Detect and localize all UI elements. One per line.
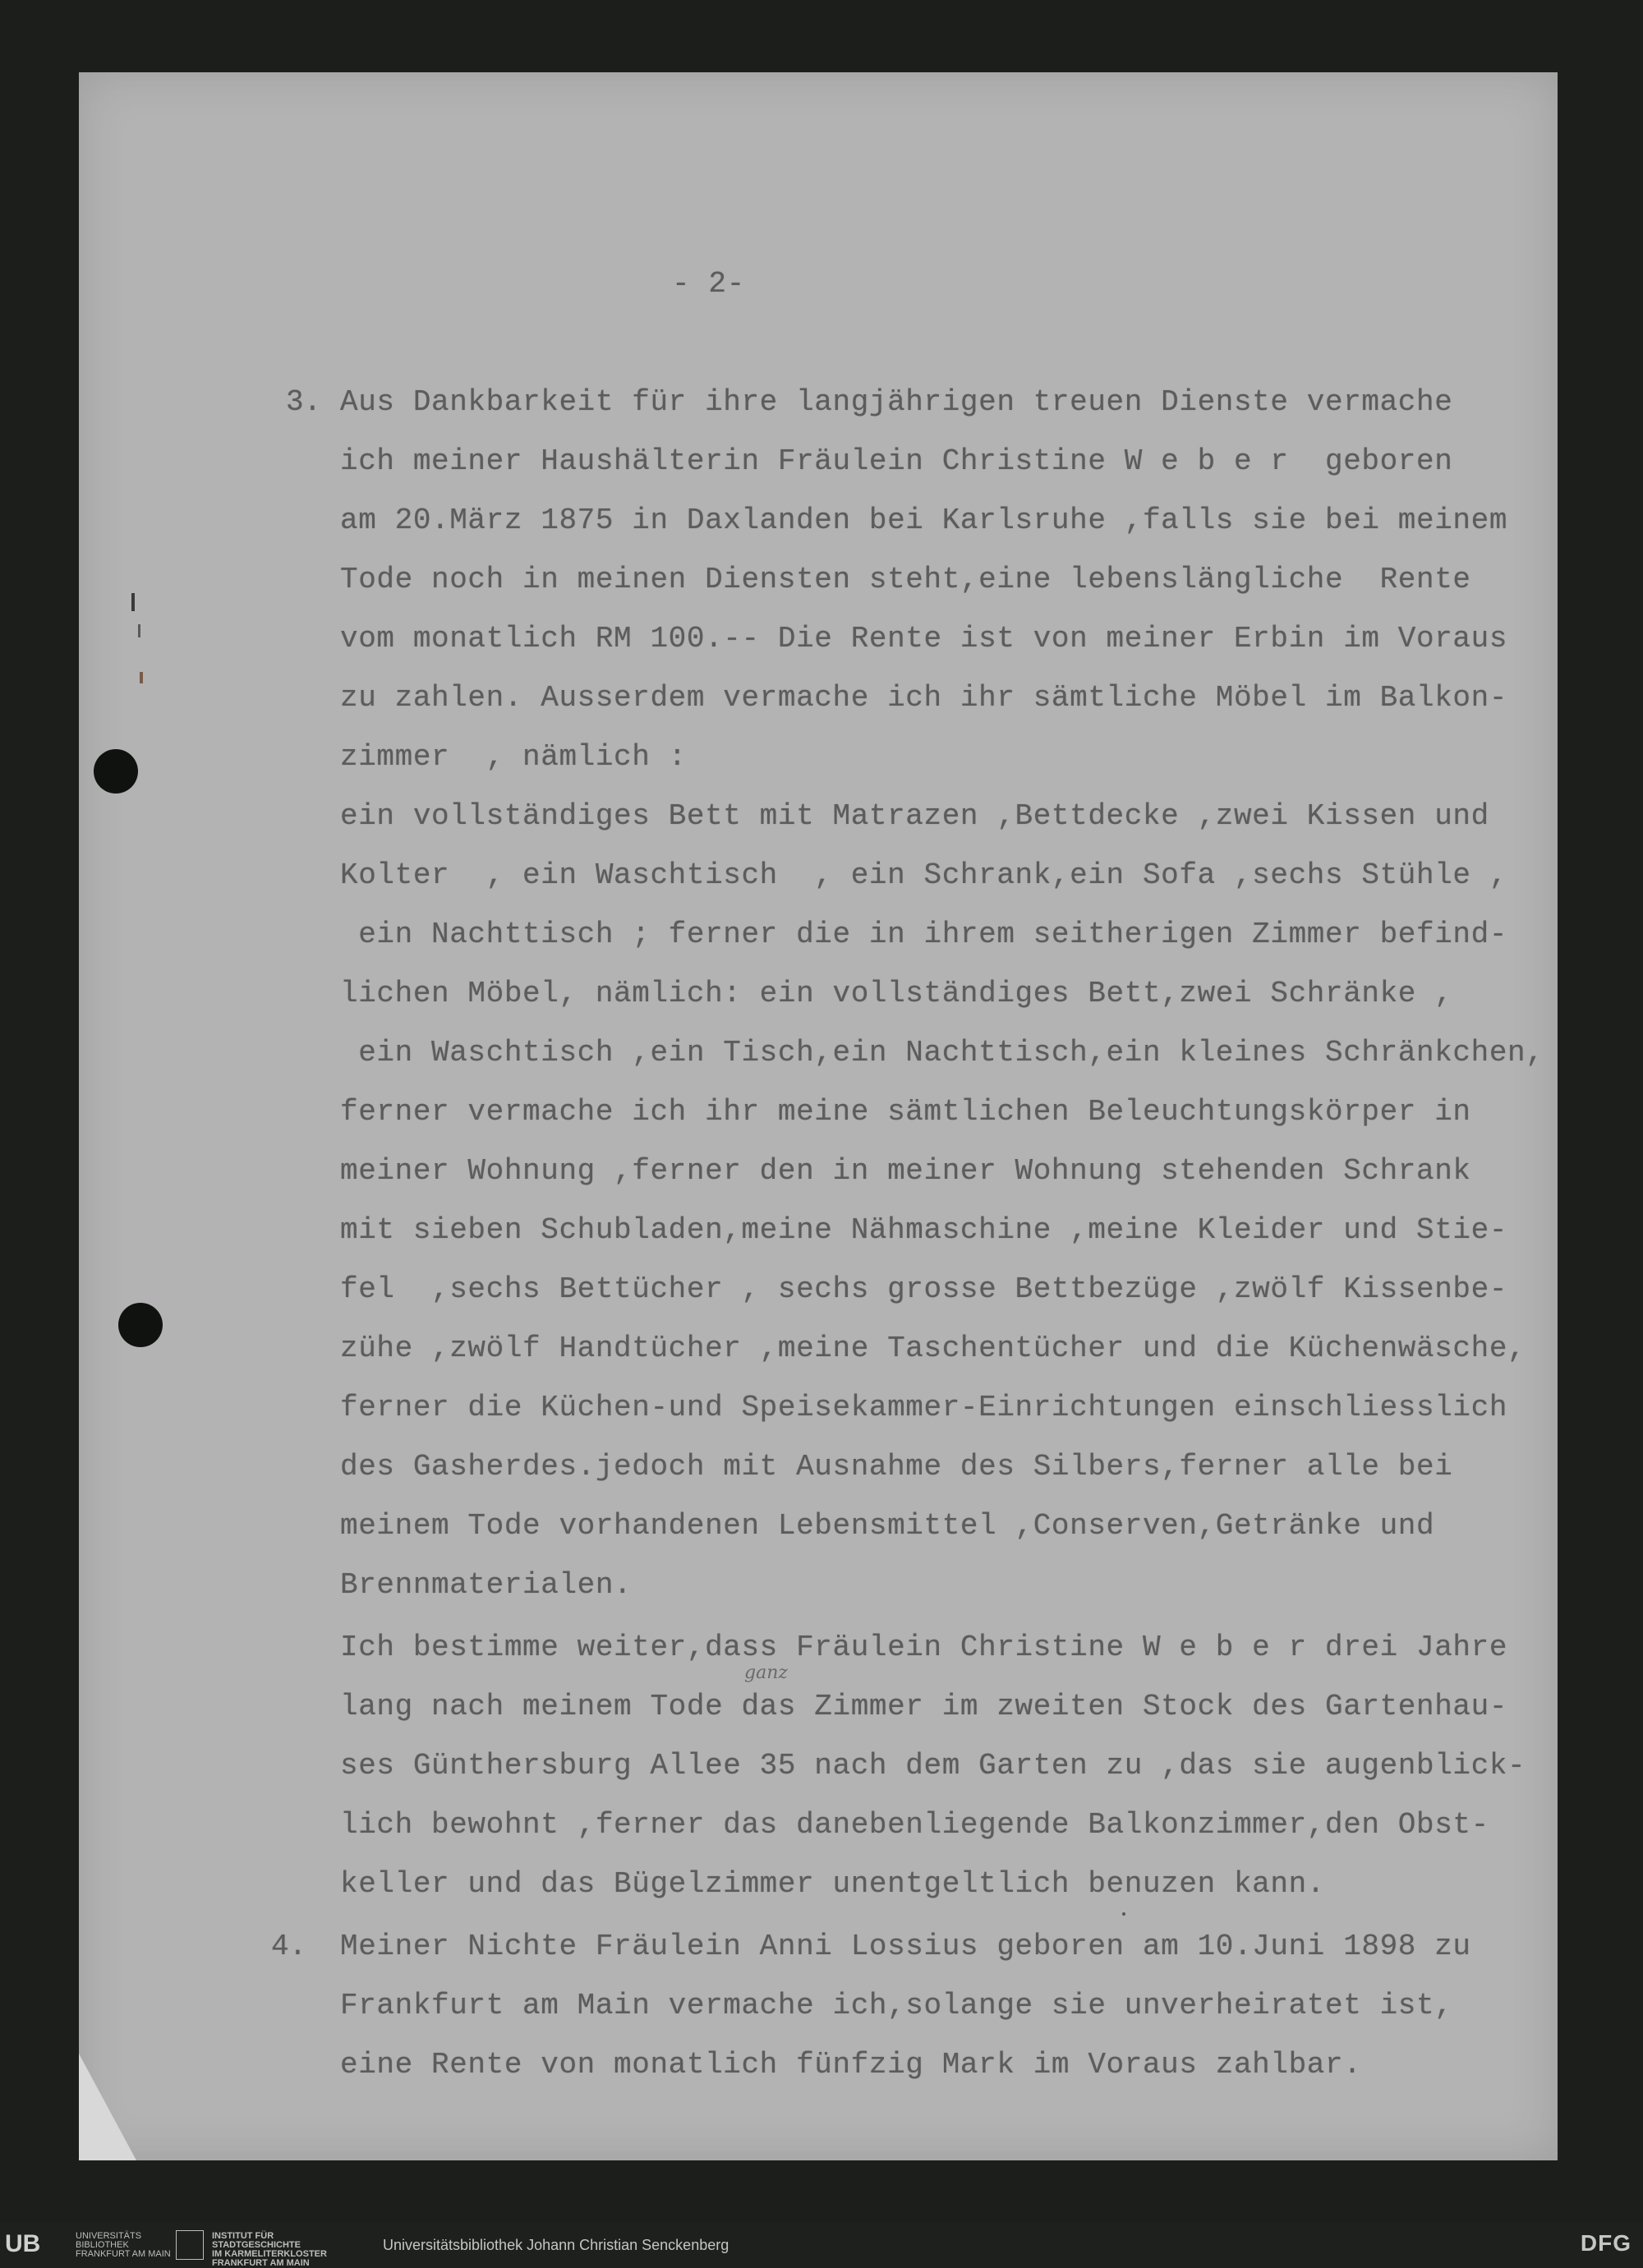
- text-line: ferner die Küchen-und Speisekammer-Einrichtungen einschliesslich: [340, 1391, 1508, 1424]
- text-line: fel ,sechs Bettücher , sechs grosse Bettbezüge ,zwölf Kissenbe-: [340, 1272, 1508, 1306]
- library-name[interactable]: Universitätsbibliothek Johann Christian Senckenberg: [383, 2237, 729, 2253]
- text-line: Tode noch in meinen Diensten steht,eine lebenslängliche Rente: [340, 563, 1471, 596]
- dfg-logo[interactable]: DFG: [1580, 2230, 1631, 2256]
- text-line: ein Nachttisch ; ferner die in ihrem seitherigen Zimmer befind-: [340, 918, 1508, 951]
- text-line: keller und das Bügelzimmer unentgeltlich benuzen kann.: [340, 1867, 1325, 1901]
- punch-hole-bottom: [118, 1303, 163, 1347]
- text-line: ein vollständiges Bett mit Matrazen ,Bettdecke ,zwei Kissen und: [340, 799, 1489, 833]
- text-line: Meiner Nichte Fräulein Anni Lossius geboren am 10.Juni 1898 zu: [340, 1930, 1471, 1963]
- ub-name-line: FRANKFURT AM MAIN: [76, 2249, 171, 2259]
- text-line: ses Günthersburg Allee 35 nach dem Garten zu ,das sie augenblick-: [340, 1749, 1526, 1783]
- text-line: meinem Tode vorhandenen Lebensmittel ,Conserven,Getränke und: [340, 1509, 1435, 1543]
- text-line: lang nach meinem Tode das Zimmer im zweiten Stock des Gartenhau-: [340, 1690, 1508, 1723]
- handwritten-annotation: ganz: [744, 1663, 788, 1683]
- ub-logo[interactable]: UB: [5, 2230, 41, 2257]
- text-line: mit sieben Schubladen,meine Nähmaschine ,meine Kleider und Stie-: [340, 1213, 1508, 1247]
- paragraph-number-3: 3.: [286, 385, 322, 419]
- ink-dot: [1122, 1912, 1125, 1916]
- text-line: eine Rente von monatlich fünfzig Mark im Voraus zahlbar.: [340, 2048, 1362, 2082]
- text-line: zu zahlen. Ausserdem vermache ich ihr sämtliche Möbel im Balkon-: [340, 681, 1508, 715]
- text-line: Brennmaterialen.: [340, 1568, 633, 1602]
- ub-name-line: UNIVERSITÄTS: [76, 2231, 142, 2241]
- paragraph-number-4: 4.: [271, 1930, 307, 1963]
- margin-mark: [131, 593, 135, 611]
- margin-mark: [138, 624, 140, 637]
- text-line: lich bewohnt ,ferner das danebenliegende Balkonzimmer,den Obst-: [340, 1808, 1489, 1842]
- text-line: meiner Wohnung ,ferner den in meiner Wohnung stehenden Schrank: [340, 1154, 1471, 1188]
- institute-name-line: STADTGESCHICHTE: [212, 2240, 301, 2250]
- text-line: ferner vermache ich ihr meine sämtlichen Beleuchtungskörper in: [340, 1095, 1471, 1129]
- text-line: Kolter , ein Waschtisch , ein Schrank,ein Sofa ,sechs Stühle ,: [340, 858, 1508, 892]
- viewer-footer: [0, 2222, 1643, 2266]
- institute-name-line: IM KARMELITERKLOSTER: [212, 2249, 327, 2259]
- margin-mark: [140, 672, 143, 683]
- text-line: ich meiner Haushälterin Fräulein Christine W e b e r geboren: [340, 444, 1453, 478]
- text-line: lichen Möbel, nämlich: ein vollständiges Bett,zwei Schränke ,: [340, 977, 1453, 1010]
- ub-name: [76, 2232, 171, 2259]
- text-line: zimmer , nämlich :: [340, 740, 687, 774]
- text-line: vom monatlich RM 100.-- Die Rente ist von meiner Erbin im Voraus: [340, 622, 1508, 656]
- institute-building-icon: [176, 2230, 204, 2260]
- text-line: Ich bestimme weiter,dass Fräulein Christine W e b e r drei Jahre: [340, 1631, 1508, 1664]
- text-line: des Gasherdes.jedoch mit Ausnahme des Silbers,ferner alle bei: [340, 1450, 1453, 1484]
- text-line: zühe ,zwölf Handtücher ,meine Taschentücher und die Küchenwäsche,: [340, 1332, 1526, 1365]
- institute-name-line: INSTITUT FÜR: [212, 2231, 274, 2241]
- page-number: - 2-: [672, 267, 745, 301]
- text-line: Frankfurt am Main vermache ich,solange sie unverheiratet ist,: [340, 1989, 1453, 2022]
- ub-name-line: BIBLIOTHEK: [76, 2240, 129, 2250]
- text-line: Aus Dankbarkeit für ihre langjährigen treuen Dienste vermache: [340, 385, 1453, 419]
- text-line: ein Waschtisch ,ein Tisch,ein Nachttisch,ein kleines Schränkchen,: [340, 1036, 1544, 1070]
- text-line: am 20.März 1875 in Daxlanden bei Karlsruhe ,falls sie bei meinem: [340, 504, 1508, 537]
- punch-hole-top: [94, 749, 138, 794]
- institute-name: [212, 2232, 327, 2268]
- institute-name-line: FRANKFURT AM MAIN: [212, 2258, 310, 2268]
